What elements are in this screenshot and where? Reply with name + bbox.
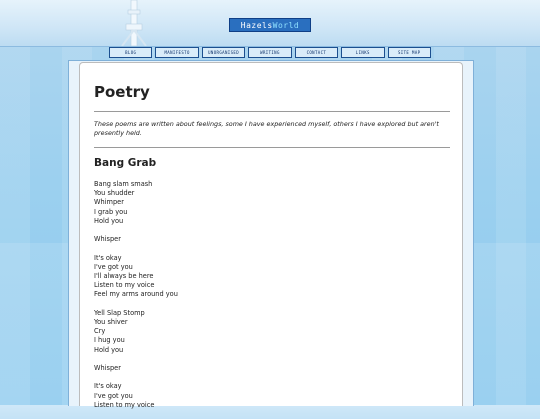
poem-line: Feel my arms around you — [94, 290, 178, 299]
nav-links[interactable]: LINKS — [341, 47, 384, 58]
poem-line: Cry — [94, 327, 106, 336]
logo-text-part1: Hazels — [240, 20, 273, 30]
tower-icon — [118, 0, 150, 46]
poem-stanza — [94, 180, 450, 226]
poem-stanza — [94, 309, 450, 355]
page-title: Poetry — [94, 83, 150, 101]
poem-line: Yell Slap Stomp — [94, 308, 145, 317]
poem-body — [94, 180, 450, 410]
divider-bottom — [94, 147, 450, 148]
poem-line: Whisper — [94, 235, 121, 244]
site-header — [0, 0, 540, 47]
logo-text-part2: World — [272, 20, 300, 30]
poem-stanza — [94, 382, 450, 410]
poem-line: I've got you — [94, 262, 133, 271]
poem-line: Bang slam smash — [94, 180, 153, 188]
intro-text: These poems are written about feelings, some I have experienced myself, others I have explored but aren't presently held. — [94, 120, 439, 137]
main-nav — [109, 47, 431, 56]
poem-stanza — [94, 364, 450, 373]
divider-top — [94, 111, 450, 112]
poem-line: I hug you — [94, 336, 125, 345]
poem-line: It's okay — [94, 382, 122, 391]
poem-title: Bang Grab — [94, 157, 157, 169]
nav-writing[interactable]: WRITING — [248, 47, 291, 58]
poem-stanza — [94, 254, 450, 300]
poem-line: Listen to my voice — [94, 281, 155, 290]
poem-line: I'll always be here — [94, 272, 154, 280]
site-logo[interactable] — [229, 18, 311, 32]
nav-blog[interactable]: BLOG — [109, 47, 152, 58]
poem-line: I've got you — [94, 391, 133, 400]
poem-line: Hold you — [94, 345, 124, 354]
poem-line: You shudder — [94, 189, 135, 198]
poem-line: Whisper — [94, 364, 121, 372]
poem-line: Hold you — [94, 216, 124, 225]
poem-stanza — [94, 235, 450, 244]
poem-line: Whimper — [94, 198, 124, 207]
nav-manifesto[interactable]: MANIFESTO — [155, 47, 198, 58]
nav-contact[interactable]: CONTACT — [295, 47, 338, 58]
main-content — [94, 83, 450, 419]
poem-line: You shiver — [94, 318, 128, 326]
poem-line: I grab you — [94, 207, 128, 216]
content-panel — [79, 62, 463, 409]
poem-line: It's okay — [94, 253, 122, 262]
nav-unorganised[interactable]: UNORGANISED — [202, 47, 245, 58]
poem-line: Listen to my voice — [94, 400, 155, 409]
nav-site-map[interactable]: SITE MAP — [388, 47, 431, 58]
